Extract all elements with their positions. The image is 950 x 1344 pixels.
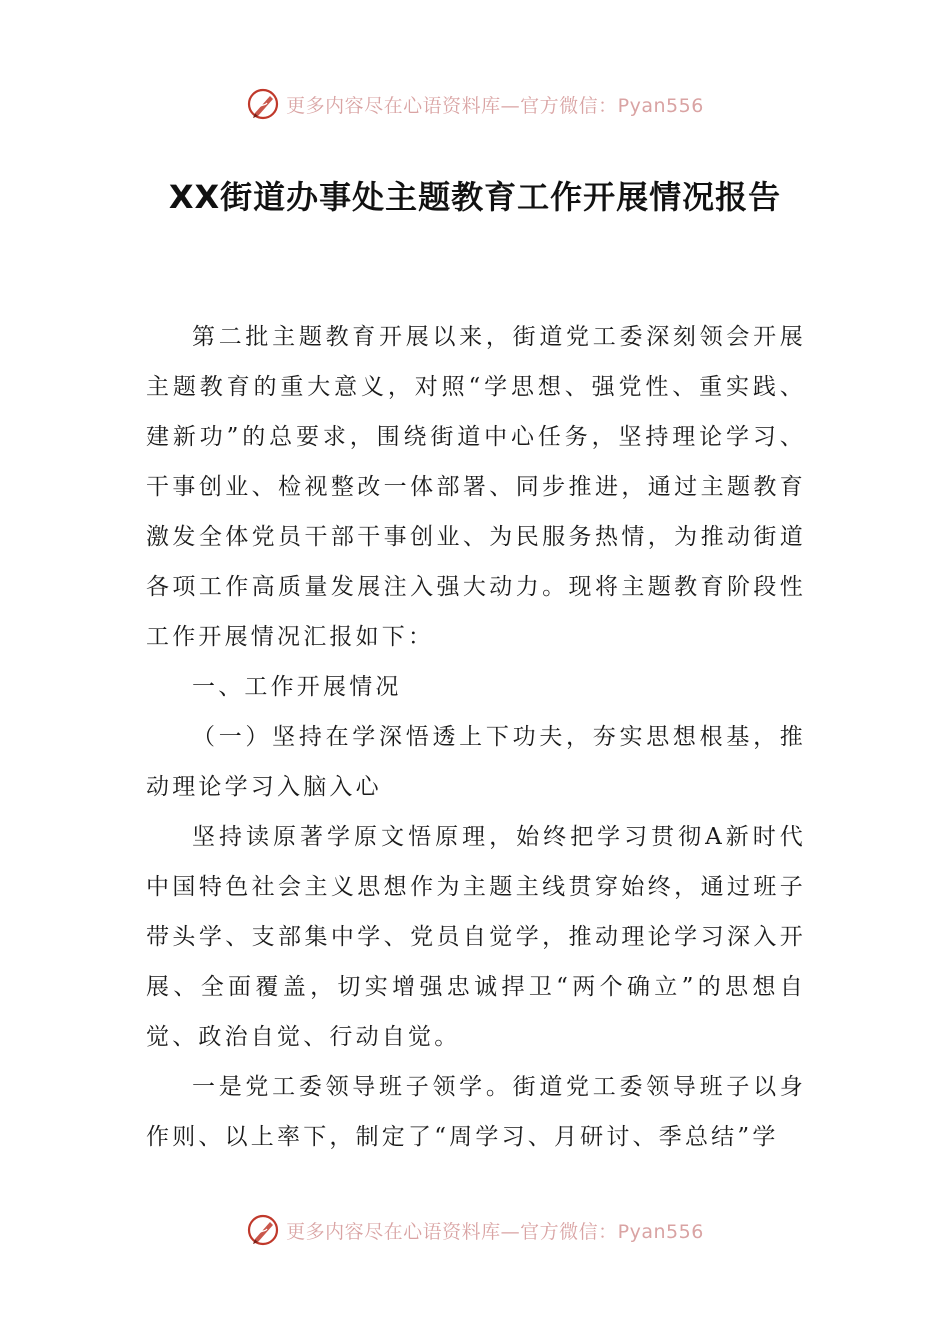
watermark-footer (0, 1210, 950, 1250)
paragraph-intro: 第二批主题教育开展以来，街道党工委深刻领会开展主题教育的重大意义，对照“学思想、强党性、重实践、建新功”的总要求，围绕街道中心任务，坚持理论学习、干事创业、检视整改一体部署、同步推进，通过主题教育激发全体党员干部干事创业、为民服务热情，为推动街道各项工作高质量发展注入强大动力。现将主题教育阶段性工作开展情况汇报如下： (146, 324, 806, 650)
watermark-wechat-id: Pyan556 (617, 1220, 704, 1243)
watermark-header (0, 84, 950, 124)
pen-logo-icon (246, 87, 280, 121)
document-body (146, 312, 806, 1162)
pen-logo-icon (246, 1213, 280, 1247)
section-heading-1: 一、工作开展情况 (192, 674, 402, 700)
subsection-heading-1: （一）坚持在学深悟透上下功夫，夯实思想根基，推动理论学习入脑入心 (146, 724, 806, 800)
document-title: XX街道办事处主题教育工作开展情况报告 (168, 178, 782, 216)
paragraph-leadership: 一是党工委领导班子领学。街道党工委领导班子以身作则、以上率下，制定了“周学习、月研讨、季总结”学 (146, 1074, 806, 1150)
watermark-wechat-id: Pyan556 (617, 94, 704, 117)
watermark-text: 更多内容尽在心语资料库—官方微信：Pyan556 (286, 94, 704, 117)
paragraph-study: 坚持读原著学原文悟原理，始终把学习贯彻A新时代中国特色社会主义思想作为主题主线贯穿始终，通过班子带头学、支部集中学、党员自觉学，推动理论学习深入开展、全面覆盖，切实增强忠诚捍卫“两个确立”的思想自觉、政治自觉、行动自觉。 (146, 824, 806, 1050)
watermark-text: 更多内容尽在心语资料库—官方微信：Pyan556 (286, 1220, 704, 1243)
